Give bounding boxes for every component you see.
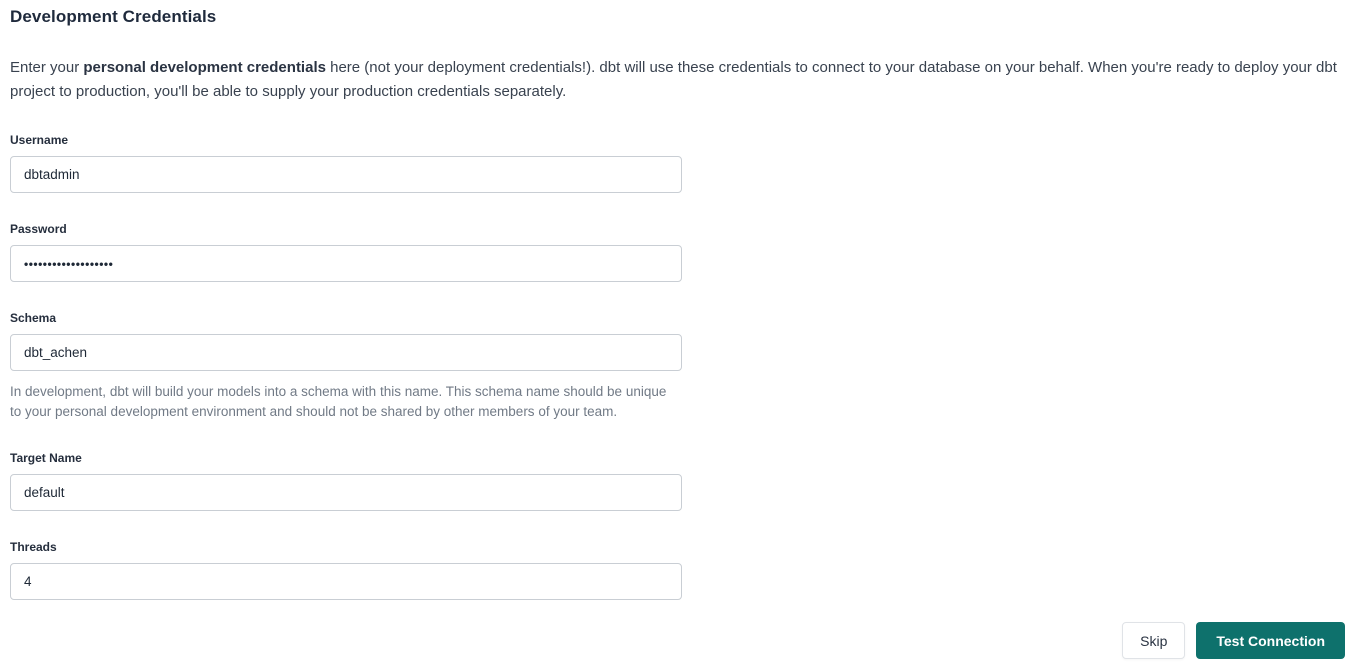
username-label: Username [10,133,69,147]
test-connection-button[interactable]: Test Connection [1196,622,1345,659]
page-title: Development Credentials [10,7,217,26]
schema-field-group [10,311,1345,422]
intro-text-after: here (not your deployment credentials!). dbt will use these credentials to connect to your database on your behalf. When you're ready to deploy your dbt project to production, you'll be able to supply your production credentials separately. [10,59,1337,100]
password-field-group [10,222,1345,282]
skip-button[interactable]: Skip [1122,622,1185,659]
username-field-group [10,133,1345,193]
intro-text-before: Enter your [10,59,84,76]
schema-hint: In development, dbt will build your models into a schema with this name. This schema name should be unique to your personal development environment and should not be shared by other members of your team. [10,384,667,419]
target-name-input[interactable] [10,474,682,511]
form-actions [10,622,1345,659]
threads-input[interactable] [10,563,682,600]
password-input[interactable] [10,245,682,282]
intro-bold-text: personal development credentials [83,59,326,76]
target-name-field-group [10,451,1345,511]
schema-input[interactable] [10,334,682,371]
password-label: Password [10,222,67,236]
username-input[interactable] [10,156,682,193]
threads-label: Threads [10,540,57,554]
intro-paragraph [10,56,1345,104]
target-name-label: Target Name [10,451,82,465]
threads-field-group [10,540,1345,600]
schema-label: Schema [10,311,57,325]
